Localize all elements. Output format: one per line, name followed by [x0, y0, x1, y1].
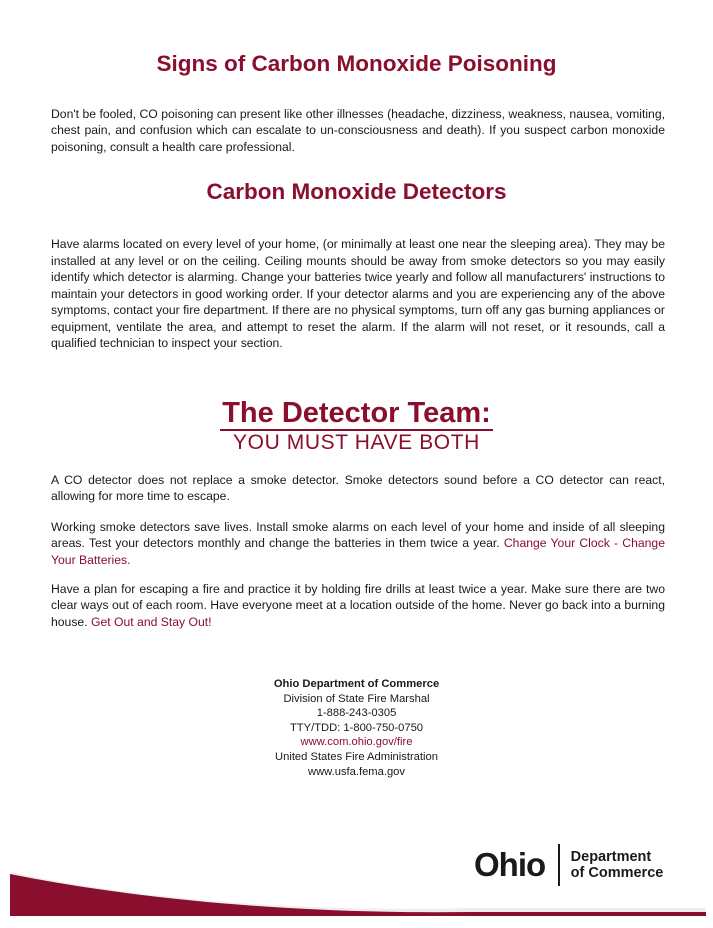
heading-co-detectors: Carbon Monoxide Detectors [206, 179, 507, 204]
contact-org: Ohio Department of Commerce [273, 678, 440, 690]
slogan-get-out: Get Out and Stay Out! [90, 614, 212, 629]
detector-team-subtitle: YOU MUST HAVE BOTH [233, 431, 480, 454]
contact-agency: United States Fire Administration [275, 750, 438, 763]
heading-signs-of-co-poisoning: Signs of Carbon Monoxide Poisoning [156, 51, 557, 76]
paragraph-team-3 [51, 581, 665, 630]
paragraph-detectors: Have alarms located on every level of your home, (or minimally at least one near the sleeping area). They may be installed at any level or on the ceiling. Ceiling mounts should be away from smoke detectors so you may easily identify which detector is alarming. Change your batteries twice yearly and follow all manufacturers' instructions to maintain your detectors in good working order. If your detector alarms and you are experiencing any of the above symptoms, contact your fire department. If there are no physical symptoms, turn off any gas burning appliances or equipment, ventilate the area, and attempt to reset the alarm. If the alarm will not reset, or it resounds, call a qualified technician to inspect your section. [51, 237, 665, 350]
paragraph-signs: Don't be fooled, CO poisoning can present like other illnesses (headache, dizziness, weakness, nausea, vomiting, chest pain, and confusion which can escalate to un-consciousness and death). If you suspect carbon monoxide poisoning, consult a health care professional. [51, 107, 665, 154]
logo-department [571, 849, 664, 881]
ohio-commerce-logo [474, 842, 663, 888]
logo-department-line2: of Commerce [570, 865, 664, 881]
logo-ohio-word: Ohio [474, 846, 546, 883]
detector-team-title [0, 397, 713, 429]
paragraph-team-3-text: Have a plan for escaping a fire and practice it by holding fire drills at least twice a year. Make sure there are two clear ways out of each room. Have everyone meet at a location outside of the home. Never go back into a burning house. [51, 582, 665, 629]
contact-agency-url[interactable]: www.usfa.fema.gov [308, 765, 405, 778]
detector-team-title-text: The Detector Team: [222, 397, 491, 429]
contact-block [0, 677, 713, 779]
slogan-change-batteries: Change Your Clock - Change Your Batteries. [51, 536, 665, 567]
logo-department-line1: Department [570, 849, 652, 865]
contact-url-link[interactable]: www.com.ohio.gov/fire [300, 736, 413, 749]
contact-division: Division of State Fire Marshal [283, 692, 430, 705]
logo-divider [558, 844, 560, 886]
contact-phone: 1-888-243-0305 [316, 707, 397, 720]
paragraph-team-2-text: Working smoke detectors save lives. Install smoke alarms on each level of your home and inside of all sleeping areas. Test your detectors monthly and change the batteries in them twice a year. [51, 520, 665, 551]
paragraph-team-2 [51, 519, 665, 568]
paragraph-team-1: A CO detector does not replace a smoke detector. Smoke detectors sound before a CO detector can react, allowing for more time to escape. [51, 473, 665, 504]
contact-tty: TTY/TDD: 1-800-750-0750 [289, 721, 424, 734]
